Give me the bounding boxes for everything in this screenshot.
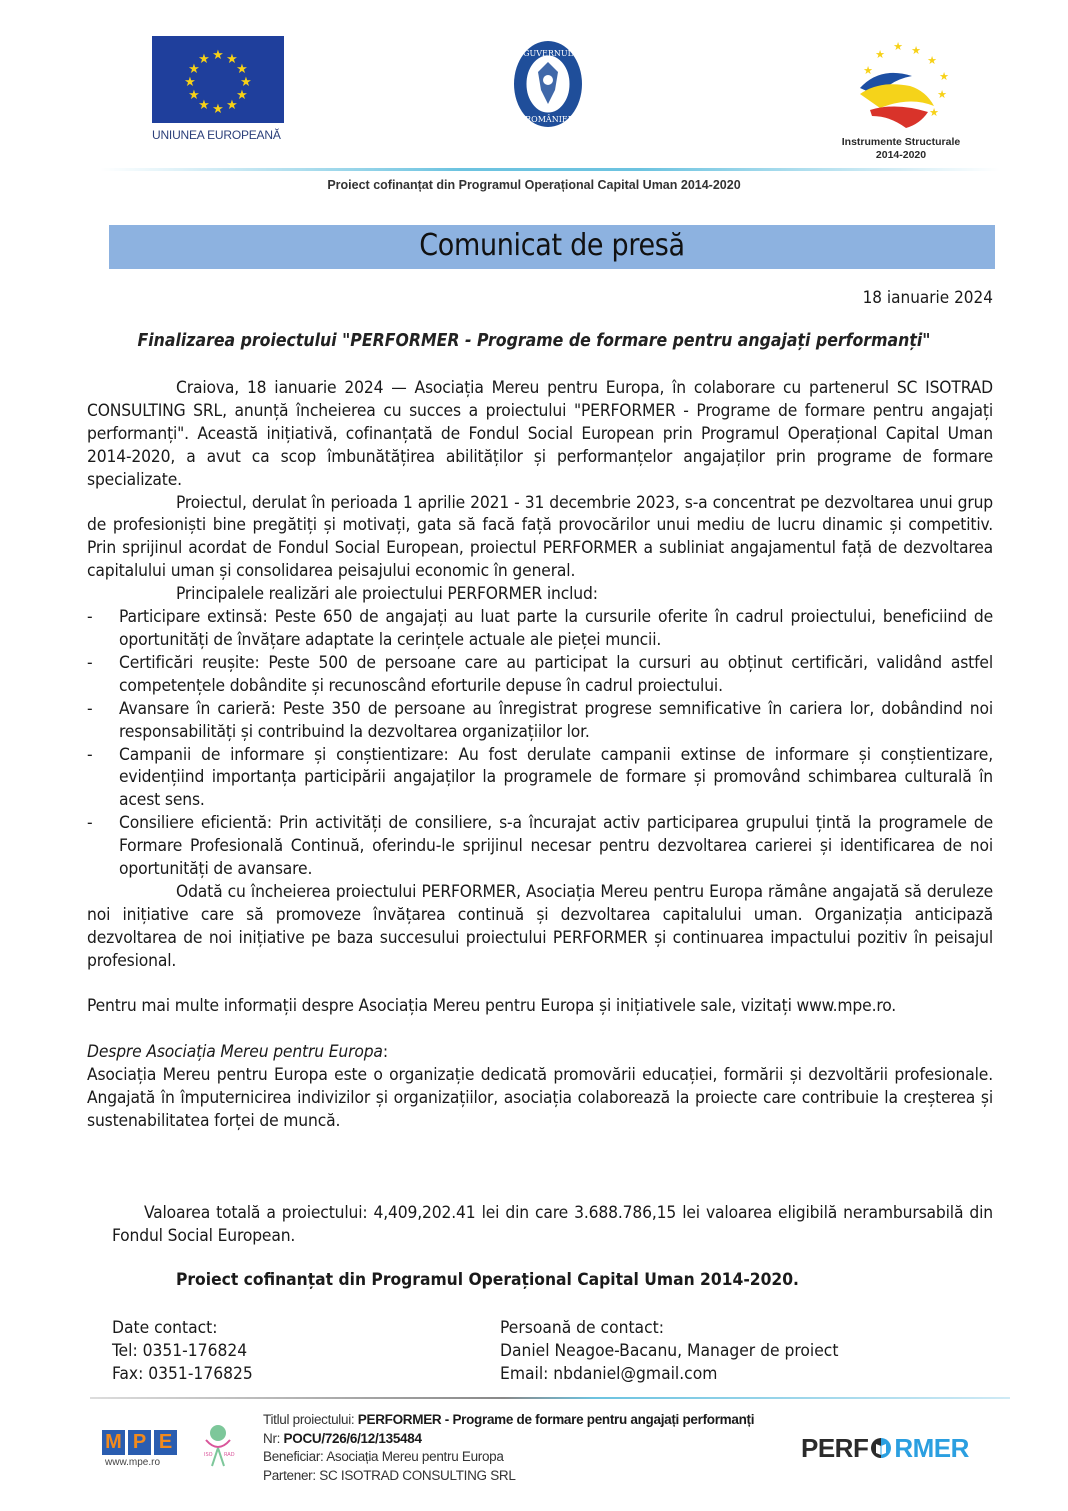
- list-item: - Participare extinsă: Peste 650 de angajați au luat parte la cursurile oferite în cadrul proiectului, beneficiind de oportunități de învățare adaptate la cerințele actuale ale pieței muncii.: [87, 606, 993, 652]
- project-value-block: [112, 1202, 993, 1248]
- svg-text:★: ★: [198, 52, 210, 67]
- paragraph-achievements-intro: Principalele realizări ale proiectului PERFORMER includ:: [176, 584, 598, 605]
- svg-text:★: ★: [929, 106, 939, 119]
- footer-divider: [90, 1397, 1010, 1399]
- isotrad-logo: [200, 1424, 236, 1472]
- mpe-logo-letter: P: [128, 1430, 151, 1455]
- press-release-body: [87, 377, 993, 1133]
- paragraph-intro: Craiova, 18 ianuarie 2024 — Asociația Mereu pentru Europa, în colaborare cu partenerul SC ISOTRAD CONSULTING SRL, anunță încheierea cu succes a proiectului "PERFORMER - Programe de formare pentru angajați performanți". Această inițiativă, cofinanțată de Fondul Social European prin Programul Operațional Capital Uman 2014-2020, a avut ca scop îmbunătățirea abilităților și performanțelor angajaților prin programe de formare specializate.: [87, 378, 993, 490]
- achievements-list: [87, 606, 993, 881]
- partner-line: Partener: SC ISOTRAD CONSULTING SRL: [263, 1467, 516, 1483]
- svg-text:RAD: RAD: [224, 1452, 235, 1458]
- svg-text:ROMÂNIEI: ROMÂNIEI: [525, 115, 571, 124]
- about-heading: [87, 1041, 993, 1064]
- paragraph-more-info: Pentru mai multe informații despre Asociația Mereu pentru Europa și inițiativele sale, vizitați www.mpe.ro.: [87, 996, 897, 1017]
- project-value: Valoarea totală a proiectului: 4,409,202.41 lei din care 3.688.786,15 lei valoarea eligibilă nerambursabilă din Fondul Social European.: [112, 1203, 993, 1246]
- project-number-label: Nr:: [263, 1430, 284, 1446]
- svg-text:★: ★: [875, 48, 885, 61]
- list-item: - Consiliere eficientă: Prin activități de consiliere, s-a încurajat activ participarea grupului țintă la programele de Formare Profesională Continuă, oferindu-le sprijinul necesar pentru dezvoltarea carierei și identificarea de noi oportunități de avansare.: [87, 812, 993, 881]
- mpe-logo-letter: M: [102, 1430, 125, 1455]
- mpe-logo: [102, 1430, 177, 1455]
- mpe-url: www.mpe.ro: [105, 1457, 161, 1468]
- svg-text:★: ★: [188, 88, 200, 103]
- svg-text:★: ★: [911, 44, 921, 57]
- svg-text:★: ★: [939, 70, 949, 83]
- cofinancing-header-line: Proiect cofinanțat din Programul Operațional Capital Uman 2014-2020: [327, 178, 741, 192]
- performer-logo: [801, 1433, 969, 1464]
- headline: Finalizarea proiectului "PERFORMER - Programe de formare pentru angajați performanți": [137, 331, 931, 351]
- cofinancing-statement: Proiect cofinanțat din Programul Operațional Capital Uman 2014-2020.: [176, 1270, 799, 1290]
- svg-text:★: ★: [188, 62, 200, 77]
- project-number-value: POCU/726/6/12/135484: [283, 1430, 422, 1446]
- project-title-value: PERFORMER - Programe de formare pentru angajați performanți: [357, 1412, 755, 1427]
- svg-text:★: ★: [184, 75, 196, 90]
- svg-text:★: ★: [212, 48, 224, 63]
- list-item: - Certificări reușite: Peste 500 de persoane care au participat la cursuri au obținut certificări, validând astfel competențele dobândite și recunoscând eforturile depuse în cadrul proiectului.: [87, 652, 993, 698]
- svg-text:★: ★: [198, 98, 210, 113]
- contact-person-name: Daniel Neagoe-Bacanu, Manager de proiect: [500, 1341, 839, 1361]
- contact-heading: Date contact:: [112, 1318, 218, 1338]
- svg-text:★: ★: [226, 52, 238, 67]
- contact-details: [112, 1317, 253, 1386]
- contact-person-heading: Persoană de contact:: [500, 1318, 664, 1338]
- project-info: [263, 1411, 754, 1485]
- eu-flag-logo: [152, 36, 284, 123]
- project-number-line: [263, 1430, 754, 1449]
- list-item: - Campanii de informare și conștientizare: Au fost derulate campanii extinse de informare și conștientizare, evidențiind importanța participării angajaților la programele de formare și promovând schimbarea culturală în acest sens.: [87, 744, 993, 813]
- structural-instruments-title: Instrumente Structurale: [841, 136, 961, 148]
- paragraph-closing: Odată cu încheierea proiectului PERFORMER, Asociația Mereu pentru Europa rămâne angajată să deruleze noi inițiative care să promoveze învățarea continuă și dezvoltarea capitalului uman. Organizația anticipază dezvoltarea de noi inițiative pe baza succesului proiectului PERFORMER și continuarea impactului pozitiv în peisajul profesional.: [87, 881, 993, 971]
- spacer: [87, 1018, 993, 1041]
- eu-label: UNIUNEA EUROPEANĂ: [152, 128, 281, 142]
- romanian-government-seal-logo: [513, 40, 583, 128]
- svg-text:ISO: ISO: [204, 1452, 213, 1458]
- contact-person: [500, 1317, 838, 1386]
- svg-text:★: ★: [226, 98, 238, 113]
- performer-logo-dark-text: PERF: [801, 1433, 869, 1463]
- contact-fax: Fax: 0351-176825: [112, 1364, 253, 1384]
- book-o-icon: [868, 1437, 894, 1459]
- structural-instruments-years: 2014-2020: [875, 149, 927, 161]
- svg-text:★: ★: [240, 75, 252, 90]
- spacer: [87, 973, 993, 996]
- paragraph-project-period: Proiectul, derulat în perioada 1 aprilie 2021 - 31 decembrie 2023, s-a concentrat pe dezvoltarea unui grup de profesioniști bine pregătiți și motivați, gata să facă față provocărilor unui mediu de lucru dinamic și competitiv. Prin sprijinul acordat de Fondul Social European, proiectul PERFORMER a subliniat angajamentul față de dezvoltarea capitalului uman și consolidarea peisajului economic în general.: [87, 492, 993, 582]
- title-bar: [109, 225, 995, 269]
- svg-text:★: ★: [236, 88, 248, 103]
- structural-instruments-label: [826, 136, 976, 162]
- about-heading-text: Despre Asociația Mereu pentru Europa: [87, 1042, 383, 1063]
- contact-email: Email: nbdaniel@gmail.com: [500, 1364, 718, 1384]
- about-heading-colon: :: [382, 1042, 388, 1063]
- structural-instruments-logo: [850, 36, 960, 132]
- header-divider: [100, 168, 1000, 171]
- list-item: - Avansare în carieră: Peste 350 de persoane au înregistrat progrese semnificative în cariera lor, dobândind noi responsabilități și contribuind la dezvoltarea organizațiilor lor.: [87, 698, 993, 744]
- svg-text:★: ★: [236, 62, 248, 77]
- mpe-logo-letter: E: [154, 1430, 177, 1455]
- svg-text:★: ★: [212, 102, 224, 117]
- project-title-label: Titlul proiectului:: [263, 1412, 358, 1427]
- eu-stars-icon: [152, 36, 284, 123]
- contact-phone: Tel: 0351-176824: [112, 1341, 248, 1361]
- svg-text:★: ★: [927, 54, 937, 67]
- svg-text:GUVERNUL: GUVERNUL: [523, 49, 573, 58]
- page-title: Comunicat de presă: [419, 228, 685, 263]
- performer-logo-blue-text: RMER: [894, 1433, 969, 1463]
- release-date: 18 ianuarie 2024: [862, 288, 993, 308]
- svg-text:★: ★: [937, 88, 947, 101]
- svg-text:★: ★: [893, 40, 903, 53]
- beneficiary-line: Beneficiar: Asociația Mereu pentru Europa: [263, 1449, 504, 1464]
- paragraph-about: Asociația Mereu pentru Europa este o organizație dedicată promovării educației, formării și dezvoltării profesionale. Angajată în împuternicirea indivizilor și organizațiilor, asociația colaborează la proiecte care contribuie la creșterea și sustenabilitatea forței de muncă.: [87, 1065, 993, 1131]
- project-title-line: [263, 1411, 754, 1430]
- svg-text:★: ★: [863, 64, 873, 77]
